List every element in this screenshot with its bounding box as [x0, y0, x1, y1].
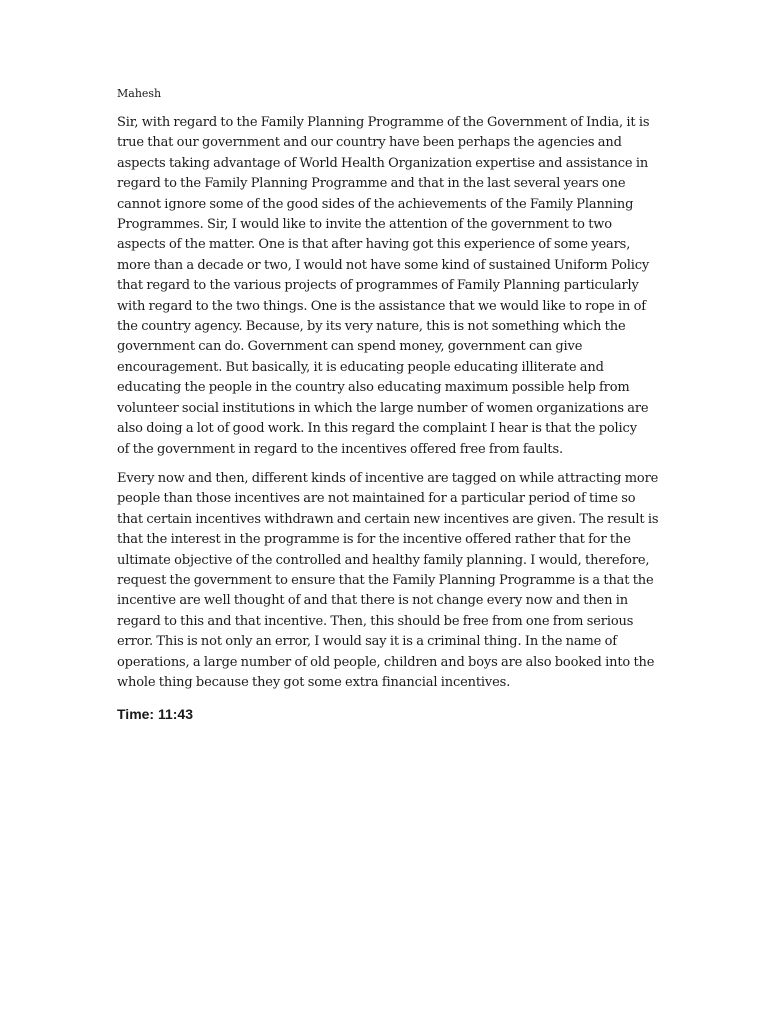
- paragraph-2: [117, 469, 659, 693]
- text-line: people than those incentives are not maintained for a particular period of time so: [117, 491, 636, 507]
- text-line: also doing a lot of good work. In this regard the complaint I hear is that the policy: [117, 421, 637, 437]
- text-line: true that our government and our country have been perhaps the agencies and: [117, 135, 622, 151]
- text-line: operations, a large number of old people, children and boys are also booked into the: [117, 654, 655, 670]
- text-line: that regard to the various projects of programmes of Family Planning particularly: [117, 278, 639, 294]
- text-line: the country agency. Because, by its very nature, this is not something which the: [117, 319, 626, 335]
- text-line: incentive are well thought of and that there is not change every now and then in: [117, 593, 628, 609]
- text-line: volunteer social institutions in which the large number of women organizations are: [117, 400, 649, 416]
- document-body: [117, 86, 659, 723]
- text-line: cannot ignore some of the good sides of the achievements of the Family Planning: [117, 196, 634, 212]
- paragraph-1: [117, 113, 653, 460]
- text-line: regard to this and that incentive. Then, this should be free from one from serious: [117, 613, 634, 629]
- text-line: Sir, with regard to the Family Planning Programme of the Government of India, it is: [117, 115, 650, 130]
- text-line: aspects taking advantage of World Health Organization expertise and assistance in: [117, 155, 649, 171]
- time-label: Time: 11:43: [117, 706, 194, 723]
- text-line: error. This is not only an error, I would say it is a criminal thing. In the name of: [117, 634, 617, 650]
- text-line: more than a decade or two, I would not have some kind of sustained Uniform Policy: [117, 257, 650, 273]
- text-line: Every now and then, different kinds of incentive are tagged on while attracting more: [117, 470, 659, 486]
- text-line: educating the people in the country also educating maximum possible help from: [117, 380, 630, 396]
- text-line: regard to the Family Planning Programme and that in the last several years one: [117, 176, 626, 192]
- text-line: that certain incentives withdrawn and certain new incentives are given. The result is: [117, 511, 659, 527]
- text-line: ultimate objective of the controlled and healthy family planning. I would, therefore,: [117, 552, 650, 568]
- text-line: whole thing because they got some extra financial incentives.: [117, 674, 511, 690]
- text-line: government can do. Government can spend money, government can give: [117, 339, 583, 355]
- text-line: with regard to the two things. One is the assistance that we would like to rope in of: [117, 298, 646, 314]
- text-line: Programmes. Sir, I would like to invite the attention of the government to two: [117, 217, 612, 233]
- speaker-name: Mahesh: [117, 87, 162, 100]
- text-line: encouragement. But basically, it is educating people educating illiterate and: [117, 359, 604, 375]
- text-line: that the interest in the programme is for the incentive offered rather that for the: [117, 532, 631, 548]
- text-line: of the government in regard to the incentives offered free from faults.: [117, 441, 563, 457]
- text-line: request the government to ensure that the Family Planning Programme is a that the: [117, 572, 654, 588]
- text-line: aspects of the matter. One is that after having got this experience of some years,: [117, 237, 631, 253]
